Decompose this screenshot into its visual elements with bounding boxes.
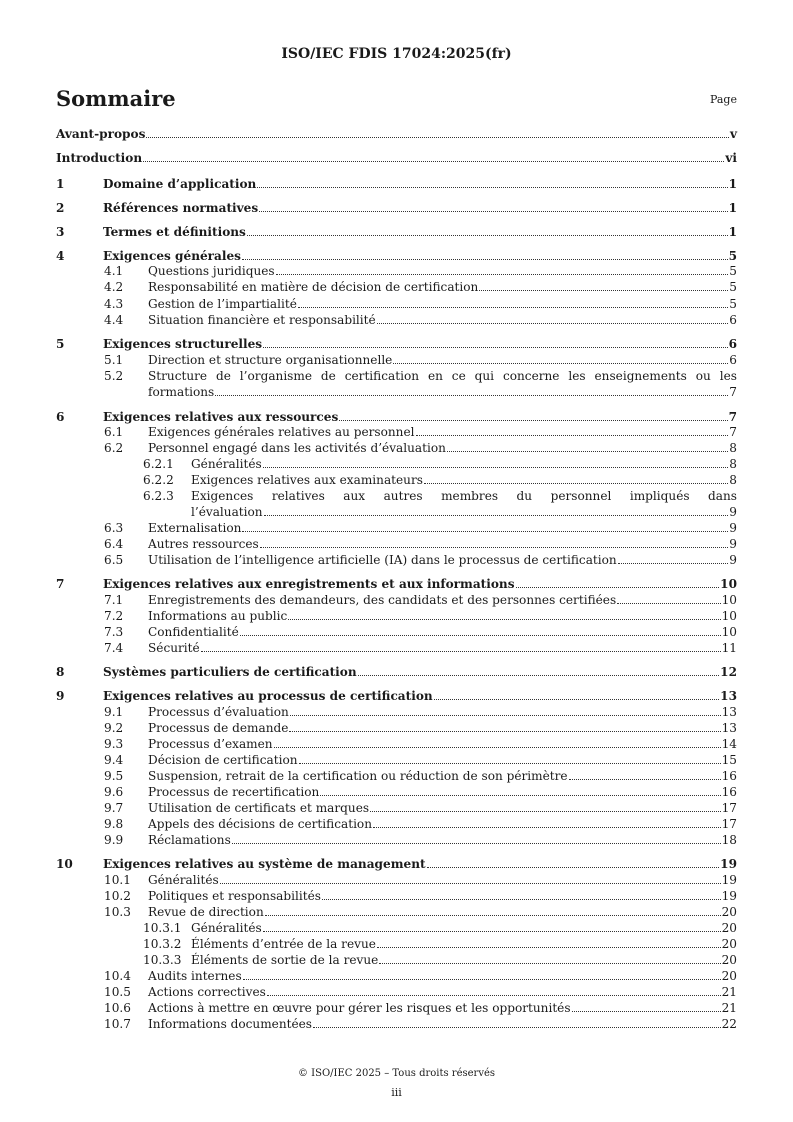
toc-entry-number: 4.4 (104, 313, 124, 327)
toc-entry[interactable] (56, 705, 737, 720)
toc-entry-number: 9.9 (104, 833, 124, 847)
toc-entry-number: 8 (56, 665, 65, 679)
toc-entry-page: 12 (720, 665, 737, 679)
dot-leader (416, 425, 729, 436)
toc-entry[interactable] (56, 817, 737, 832)
toc-entry-page: 18 (721, 833, 737, 847)
toc-entry-title: Informations documentées (148, 1017, 313, 1031)
toc-entry[interactable] (56, 937, 737, 952)
toc-entry-title: Généralités (191, 457, 262, 471)
toc-entry-page: 14 (721, 737, 737, 751)
toc-entry[interactable] (56, 297, 737, 312)
toc-entry-page: 8 (729, 457, 737, 471)
dot-leader (288, 609, 720, 620)
dot-leader (299, 753, 721, 764)
toc-entry[interactable] (56, 873, 737, 888)
toc-entry-number: 7.1 (104, 593, 124, 607)
toc-entry[interactable] (56, 201, 737, 216)
toc-entry-number: 10.3 (104, 905, 131, 919)
toc-entry-title: Utilisation de l’intelligence artificielle (IA) dans le processus de certification (148, 553, 617, 567)
toc-entry-page: 17 (721, 817, 737, 831)
toc-entry-title: Externalisation (148, 521, 242, 535)
page-title: Sommaire (56, 86, 176, 111)
toc-entry-title: Références normatives (103, 201, 259, 215)
toc-entry-number: 9.5 (104, 769, 124, 783)
toc-entry[interactable] (56, 857, 737, 872)
toc-entry-page: 10 (721, 593, 737, 607)
toc-entry-number: 4.1 (104, 264, 124, 278)
toc-entry[interactable] (56, 127, 737, 142)
toc-entry-page: 20 (721, 953, 737, 967)
toc-entry-title: Utilisation de certificats et marques (148, 801, 370, 815)
toc-entry[interactable] (56, 489, 737, 504)
toc-entry-title: Exigences relatives au processus de certification (103, 689, 433, 703)
toc-entry[interactable] (56, 833, 737, 848)
toc-entry-page: 9 (729, 537, 737, 551)
toc-entry[interactable] (56, 264, 737, 279)
toc-entry-number: 6.1 (104, 425, 124, 439)
toc-entry-number: 9.3 (104, 737, 124, 751)
toc-entry-page: 7 (728, 410, 737, 424)
toc-entry-page: 15 (721, 753, 737, 767)
toc-entry-page: v (729, 127, 737, 141)
toc-entry-title: Exigences relatives aux autres membres du personnel impliqués dans (191, 489, 737, 503)
toc-entry-number: 7.3 (104, 625, 124, 639)
toc-entry[interactable] (56, 625, 737, 640)
dot-leader (247, 225, 728, 236)
toc-entry-page: 6 (728, 337, 737, 351)
toc-entry-title: Actions à mettre en œuvre pour gérer les risques et les opportunités (148, 1001, 571, 1015)
toc-entry-title: Sécurité (148, 641, 200, 655)
toc-entry-title: Confidentialité (148, 625, 239, 639)
toc-entry-title: Exigences structurelles (103, 337, 263, 351)
toc-entry[interactable] (56, 369, 737, 384)
toc-entry-number: 9.6 (104, 785, 124, 799)
toc-entry-title-continued: formations (148, 385, 215, 399)
toc-entry-title: Domaine d’application (103, 177, 257, 191)
toc-entry-page: 8 (729, 441, 737, 455)
toc-entry-page: 1 (728, 201, 737, 215)
toc-entry-page: 7 (729, 385, 737, 399)
toc-entry-page: 8 (729, 473, 737, 487)
toc-entry-page: 22 (721, 1017, 737, 1031)
toc-entry-title: Généralités (148, 873, 219, 887)
toc-entry-number: 5.2 (104, 369, 124, 383)
toc-entry[interactable] (56, 249, 737, 264)
toc-entry[interactable] (56, 609, 737, 624)
toc-entry-number: 4 (56, 249, 65, 263)
toc-entry-title: Suspension, retrait de la certification ou réduction de son périmètre (148, 769, 568, 783)
toc-entry[interactable] (56, 769, 737, 784)
toc-entry[interactable] (56, 593, 737, 608)
toc-entry[interactable] (56, 641, 737, 656)
toc-entry[interactable] (56, 410, 737, 425)
toc-entry-number: 10.3.1 (143, 921, 182, 935)
toc-entry-number: 9.1 (104, 705, 124, 719)
dot-leader (259, 201, 727, 212)
toc-entry-number: 10.3.2 (143, 937, 182, 951)
toc-entry-page: 9 (729, 553, 737, 567)
dot-leader (572, 1001, 721, 1012)
toc-entry-page: 19 (720, 857, 737, 871)
toc-entry-number: 6.5 (104, 553, 124, 567)
toc-entry[interactable] (56, 665, 737, 680)
dot-leader (232, 833, 721, 844)
toc-entry-title: Introduction (56, 151, 143, 165)
dot-leader (358, 665, 720, 676)
toc-entry-title: Processus de recertification (148, 785, 320, 799)
toc-entry-title: Avant-propos (56, 127, 146, 141)
toc-entry-page: 10 (721, 625, 737, 639)
dot-leader (289, 721, 720, 732)
toc-entry-title: Exigences générales (103, 249, 241, 263)
toc-entry-page: 16 (721, 769, 737, 783)
dot-leader (379, 953, 720, 964)
toc-entry[interactable] (56, 1001, 737, 1016)
toc-entry-number: 10 (56, 857, 73, 871)
toc-entry[interactable] (56, 337, 737, 352)
toc-entry[interactable] (56, 425, 737, 440)
toc-entry-number: 6.3 (104, 521, 124, 535)
dot-leader (242, 249, 728, 260)
toc-entry-continuation[interactable] (56, 385, 737, 400)
toc-entry[interactable] (56, 969, 737, 984)
toc-entry-title: Processus d’examen (148, 737, 273, 751)
toc-entry-number: 1 (56, 177, 65, 191)
dot-leader (313, 1017, 721, 1028)
toc-entry-number: 7.4 (104, 641, 124, 655)
toc-entry-title: Exigences relatives aux enregistrements et aux informations (103, 577, 515, 591)
toc-entry-number: 6.2.3 (143, 489, 174, 503)
toc-entry-number: 5.1 (104, 353, 124, 367)
dot-leader (618, 553, 729, 564)
toc-entry-number: 10.6 (104, 1001, 131, 1015)
toc-entry-number: 10.3.3 (143, 953, 182, 967)
dot-leader (274, 737, 721, 748)
dot-leader (257, 177, 727, 188)
toc-entry[interactable] (56, 801, 737, 816)
toc-entry[interactable] (56, 921, 737, 936)
toc-entry-title: Enregistrements des demandeurs, des candidats et des personnes certifiées (148, 593, 617, 607)
dot-leader (263, 337, 727, 348)
toc-entry[interactable] (56, 353, 737, 368)
dot-leader (263, 457, 729, 468)
toc-entry-title: Exigences relatives aux ressources (103, 410, 339, 424)
toc-entry-page: vi (725, 151, 737, 165)
toc-entry[interactable] (56, 1017, 737, 1032)
dot-leader (260, 537, 729, 548)
page-column-label: Page (709, 93, 737, 106)
dot-leader (516, 577, 720, 588)
dot-leader (242, 521, 728, 532)
toc-entry-title: Actions correctives (148, 985, 266, 999)
dot-leader (264, 505, 729, 516)
dot-leader (143, 151, 724, 162)
dot-leader (276, 264, 729, 275)
toc-entry-page: 5 (729, 297, 737, 311)
toc-entry[interactable] (56, 753, 737, 768)
toc-entry-title: Exigences générales relatives au personnel (148, 425, 415, 439)
toc-entry-number: 3 (56, 225, 65, 239)
dot-leader (393, 353, 728, 364)
toc-entry-title: Responsabilité en matière de décision de certification (148, 280, 479, 294)
dot-leader (220, 873, 721, 884)
toc-entry-number: 4.2 (104, 280, 124, 294)
toc-entry-number: 10.2 (104, 889, 131, 903)
toc-entry[interactable] (56, 721, 737, 736)
toc-entry-page: 9 (729, 505, 737, 519)
toc-entry-page: 10 (721, 609, 737, 623)
toc-entry-page: 19 (721, 873, 737, 887)
toc-entry-title: Informations au public (148, 609, 288, 623)
dot-leader (298, 297, 728, 308)
document-header: ISO/IEC FDIS 17024:2025(fr) (281, 46, 512, 62)
toc-entry-page: 7 (729, 425, 737, 439)
toc-entry-title: Personnel engagé dans les activités d’évaluation (148, 441, 446, 455)
toc-entry-page: 17 (721, 801, 737, 815)
dot-leader (146, 127, 729, 138)
dot-leader (240, 625, 721, 636)
dot-leader (265, 905, 721, 916)
toc-entry-page: 13 (720, 689, 737, 703)
toc-entry-page: 11 (721, 641, 737, 655)
toc-entry-number: 9.7 (104, 801, 124, 815)
page-number: iii (391, 1086, 402, 1099)
toc-entry[interactable] (56, 889, 737, 904)
dot-leader (569, 769, 721, 780)
toc-entry-number: 9.8 (104, 817, 124, 831)
toc-entry-title: Gestion de l’impartialité (148, 297, 297, 311)
dot-leader (434, 689, 719, 700)
toc-entry-number: 10.5 (104, 985, 131, 999)
dot-leader (320, 785, 720, 796)
toc-entry-page: 1 (728, 225, 737, 239)
toc-entry-number: 6.4 (104, 537, 124, 551)
toc-entry-page: 21 (721, 985, 737, 999)
toc-entry-page: 6 (729, 353, 737, 367)
dot-leader (215, 385, 728, 396)
toc-entry-page: 21 (721, 1001, 737, 1015)
toc-entry-page: 10 (720, 577, 737, 591)
dot-leader (290, 705, 721, 716)
toc-entry-title: Termes et définitions (103, 225, 246, 239)
toc-entry[interactable] (56, 441, 737, 456)
toc-entry-page: 20 (721, 937, 737, 951)
dot-leader (373, 817, 721, 828)
toc-entry-title: Réclamations (148, 833, 231, 847)
toc-entry-number: 7 (56, 577, 65, 591)
toc-entry-title: Processus d’évaluation (148, 705, 289, 719)
toc-entry-number: 6.2 (104, 441, 124, 455)
toc-entry-page: 5 (729, 280, 737, 294)
dot-leader (424, 473, 728, 484)
copyright-footer: © ISO/IEC 2025 – Tous droits réservés (297, 1068, 496, 1079)
toc-entry-number: 10.7 (104, 1017, 131, 1031)
toc-entry-title: Situation financière et responsabilité (148, 313, 376, 327)
toc-entry-page: 1 (728, 177, 737, 191)
toc-entry-title: Structure de l’organisme de certification en ce qui concerne les enseignements ou les (148, 369, 737, 383)
toc-entry-title: Questions juridiques (148, 264, 275, 278)
toc-entry[interactable] (56, 177, 737, 192)
toc-entry[interactable] (56, 689, 737, 704)
toc-entry-page: 20 (721, 969, 737, 983)
title-row (56, 86, 737, 111)
toc-entry[interactable] (56, 537, 737, 552)
toc-entry[interactable] (56, 280, 737, 295)
toc-entry-number: 9.2 (104, 721, 124, 735)
toc-entry-number: 6.2.2 (143, 473, 174, 487)
toc-entry-continuation[interactable] (56, 505, 737, 520)
dot-leader (479, 280, 728, 291)
toc-entry[interactable] (56, 553, 737, 568)
dot-leader (617, 593, 720, 604)
dot-leader (243, 969, 721, 980)
toc-entry-title: Exigences relatives aux examinateurs (191, 473, 423, 487)
toc-entry-title: Éléments d’entrée de la revue (191, 937, 376, 951)
toc-entry[interactable] (56, 985, 737, 1000)
toc-entry-title: Autres ressources (148, 537, 259, 551)
toc-entry[interactable] (56, 313, 737, 328)
toc-entry[interactable] (56, 151, 737, 166)
toc-entry-title-continued: l’évaluation (191, 505, 263, 519)
dot-leader (427, 857, 720, 868)
toc-entry-number: 7.2 (104, 609, 124, 623)
toc-entry-page: 13 (721, 721, 737, 735)
toc-entry-number: 2 (56, 201, 65, 215)
toc-entry-number: 9 (56, 689, 65, 703)
toc-entry-number: 6 (56, 410, 65, 424)
toc-entry-title: Revue de direction (148, 905, 264, 919)
toc-entry-title: Systèmes particuliers de certification (103, 665, 357, 679)
toc-entry-title: Généralités (191, 921, 262, 935)
toc-entry-number: 10.1 (104, 873, 131, 887)
toc-entry-title: Processus de demande (148, 721, 289, 735)
toc-entry-number: 9.4 (104, 753, 124, 767)
toc-entry[interactable] (56, 457, 737, 472)
dot-leader (201, 641, 721, 652)
toc-entry-number: 4.3 (104, 297, 124, 311)
toc-entry-title: Direction et structure organisationnelle (148, 353, 393, 367)
toc-entry-title: Éléments de sortie de la revue (191, 953, 379, 967)
dot-leader (267, 985, 721, 996)
dot-leader (370, 801, 721, 812)
toc-entry-page: 5 (729, 264, 737, 278)
toc-entry-page: 19 (721, 889, 737, 903)
toc-entry-page: 20 (721, 921, 737, 935)
toc-entry-title: Exigences relatives au système de management (103, 857, 426, 871)
toc-entry[interactable] (56, 473, 737, 488)
toc-entry-number: 10.4 (104, 969, 131, 983)
toc-entry[interactable] (56, 521, 737, 536)
toc-entry-number: 6.2.1 (143, 457, 174, 471)
toc-entry-page: 20 (721, 905, 737, 919)
toc-entry-number: 5 (56, 337, 65, 351)
toc-entry[interactable] (56, 225, 737, 240)
dot-leader (447, 441, 728, 452)
toc-entry[interactable] (56, 785, 737, 800)
dot-leader (377, 313, 729, 324)
toc-entry-title: Appels des décisions de certification (148, 817, 373, 831)
toc-entry-title: Audits internes (148, 969, 242, 983)
dot-leader (339, 410, 727, 421)
toc-entry[interactable] (56, 905, 737, 920)
dot-leader (377, 937, 721, 948)
dot-leader (263, 921, 721, 932)
toc-entry-page: 16 (721, 785, 737, 799)
toc-entry-page: 9 (729, 521, 737, 535)
toc-entry-page: 6 (729, 313, 737, 327)
toc-entry-title: Politiques et responsabilités (148, 889, 321, 903)
toc-entry[interactable] (56, 953, 737, 968)
toc-entry-page: 13 (721, 705, 737, 719)
toc-entry-title: Décision de certification (148, 753, 298, 767)
toc-entry-page: 5 (728, 249, 737, 263)
toc-entry[interactable] (56, 577, 737, 592)
toc-entry[interactable] (56, 737, 737, 752)
dot-leader (322, 889, 721, 900)
